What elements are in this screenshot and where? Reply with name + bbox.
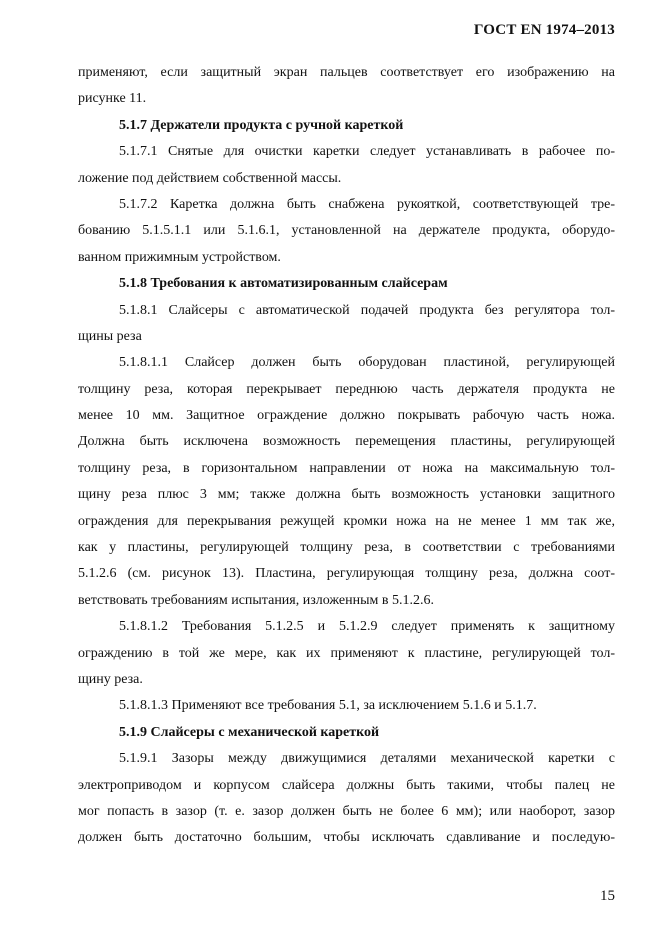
text-line: 5.1.2.6 (см. рисунок 13). Пластина, регулирующая толщину реза, должна соот- bbox=[78, 566, 615, 582]
text-line: ложение под действием собственной массы. bbox=[78, 170, 342, 186]
section-heading: 5.1.8 Требования к автоматизированным слайсерам bbox=[119, 276, 448, 292]
text-line: 5.1.8.1.2 Требования 5.1.2.5 и 5.1.2.9 следует применять к защитному bbox=[119, 619, 615, 635]
text-line: электроприводом и корпусом слайсера должны быть такими, чтобы палец не bbox=[78, 777, 615, 793]
text-line: ограждения для перекрывания режущей кромки ножа на не менее 1 мм так же, bbox=[78, 513, 615, 529]
page-number: 15 bbox=[600, 888, 615, 904]
text-line: толщину реза, в горизонтальном направлении от ножа на максимальную тол- bbox=[78, 460, 615, 476]
text-line: толщину реза, которая перекрывает переднюю часть держателя продукта не bbox=[78, 381, 615, 397]
text-line: ограждению в той же мере, как их применяют к пластине, регулирующей тол- bbox=[78, 645, 615, 661]
text-line: щины реза bbox=[78, 328, 142, 344]
text-line: ванном прижимным устройством. bbox=[78, 249, 281, 265]
text-line: 5.1.8.1.1 Слайсер должен быть оборудован пластиной, регулирующей bbox=[119, 355, 615, 371]
text-line: 5.1.8.1 Слайсеры с автоматической подачей продукта без регулятора тол- bbox=[119, 302, 615, 318]
text-line: применяют, если защитный экран пальцев соответствует его изображению на bbox=[78, 65, 615, 80]
text-line: бованию 5.1.5.1.1 или 5.1.6.1, установленной на держателе продукта, оборудо- bbox=[78, 223, 615, 239]
text-line: мог попасть в зазор (т. е. зазор должен быть не более 6 мм); или наоборот, зазор bbox=[78, 803, 615, 819]
text-line: ветствовать требованиям испытания, изложенным в 5.1.2.6. bbox=[78, 592, 434, 608]
text-line: 5.1.7.1 Снятые для очистки каретки следует устанавливать в рабочее по- bbox=[119, 144, 615, 160]
document-header-code: ГОСТ EN 1974–2013 bbox=[473, 22, 615, 38]
text-line: 5.1.8.1.3 Применяют все требования 5.1, за исключением 5.1.6 и 5.1.7. bbox=[119, 698, 537, 714]
text-line: 5.1.7.2 Каретка должна быть снабжена рукояткой, соответствующей тре- bbox=[119, 196, 615, 212]
text-line: щину реза. bbox=[78, 671, 143, 687]
section-heading: 5.1.9 Слайсеры с механической кареткой bbox=[119, 724, 380, 740]
text-line: менее 10 мм. Защитное ограждение должно покрывать рабочую часть ножа. bbox=[78, 408, 615, 424]
text-line: Должна быть исключена возможность перемещения пластины, регулирующей bbox=[78, 434, 615, 450]
text-line: как у пластины, регулирующей толщину реза, в соответствии с требованиями bbox=[78, 540, 615, 556]
document-body bbox=[78, 60, 615, 852]
text-line: должен быть достаточно большим, чтобы исключать сдавливание и последую- bbox=[78, 830, 615, 846]
text-line: щину реза плюс 3 мм; также должна быть возможность установки защитного bbox=[78, 487, 615, 503]
section-heading: 5.1.7 Держатели продукта с ручной кареткой bbox=[119, 117, 404, 133]
text-line: рисунке 11. bbox=[78, 91, 147, 107]
text-line: 5.1.9.1 Зазоры между движущимися деталями механической каретки с bbox=[119, 751, 615, 767]
